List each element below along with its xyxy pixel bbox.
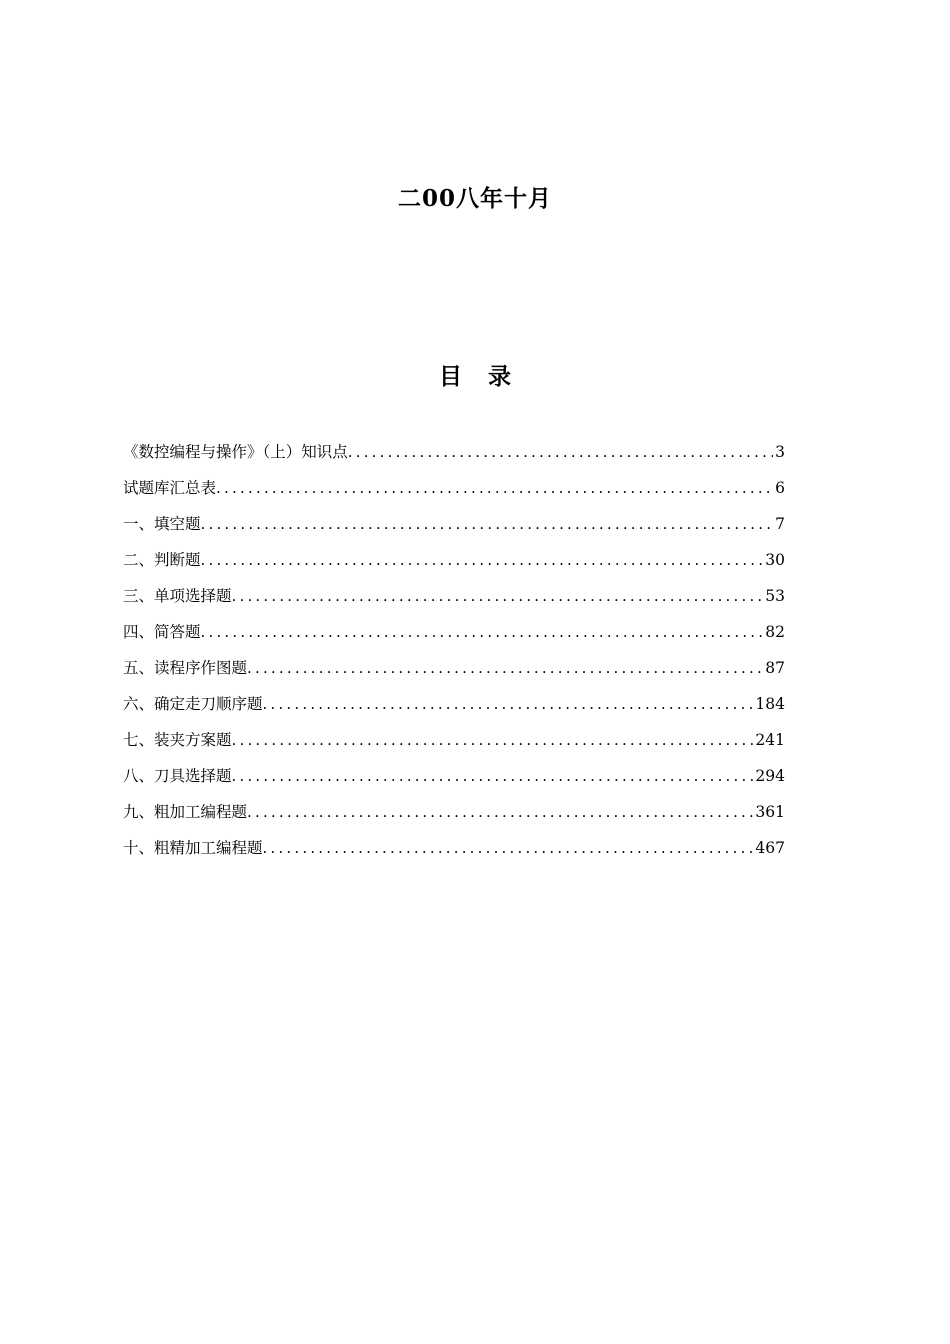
toc-title-char-1: 目	[439, 363, 462, 390]
toc-entry-label: 一、填空题	[123, 515, 201, 533]
toc-entry-page: 241	[755, 731, 785, 749]
toc-entry[interactable]	[123, 762, 785, 798]
toc-title	[0, 358, 950, 391]
toc-entry-label: 《数控编程与操作》（上）知识点	[123, 443, 348, 461]
toc-dot-leader	[232, 582, 764, 610]
toc-dot-leader	[247, 654, 763, 682]
toc-entry[interactable]	[123, 690, 785, 726]
toc-entry-label: 二、判断题	[123, 551, 201, 569]
toc-entry[interactable]	[123, 798, 785, 834]
toc-entry-page: 6	[775, 479, 785, 497]
toc-entry-page: 184	[755, 695, 785, 713]
toc-entry-label: 九、粗加工编程题	[123, 803, 248, 821]
toc-dot-leader	[232, 762, 754, 790]
toc-entry-label: 试题库汇总表	[123, 479, 217, 497]
toc-entry-page: 53	[765, 587, 785, 605]
table-of-contents	[123, 438, 785, 870]
toc-dot-leader	[216, 474, 773, 502]
toc-dot-leader	[201, 618, 764, 646]
toc-title-char-2: 录	[488, 363, 511, 390]
toc-entry[interactable]	[123, 510, 785, 546]
toc-entry-label: 八、刀具选择题	[123, 767, 232, 785]
toc-entry-page: 82	[765, 623, 785, 641]
toc-entry-page: 467	[755, 839, 785, 857]
toc-dot-leader	[263, 834, 754, 862]
toc-dot-leader	[263, 690, 754, 718]
toc-entry-page: 361	[755, 803, 785, 821]
toc-entry[interactable]	[123, 546, 785, 582]
toc-entry[interactable]	[123, 834, 785, 870]
toc-entry-label: 四、简答题	[123, 623, 201, 641]
toc-entry-label: 七、装夹方案题	[123, 731, 232, 749]
toc-entry-page: 30	[765, 551, 785, 569]
toc-dot-leader	[232, 726, 754, 754]
toc-dot-leader	[201, 510, 774, 538]
date-heading: 二00八年十月	[397, 185, 552, 212]
toc-entry[interactable]	[123, 438, 785, 474]
toc-entry-page: 3	[775, 443, 785, 461]
toc-entry[interactable]	[123, 726, 785, 762]
toc-entry-page: 87	[765, 659, 785, 677]
toc-entry[interactable]	[123, 582, 785, 618]
toc-entry-label: 十、粗精加工编程题	[123, 839, 263, 857]
toc-entry[interactable]	[123, 654, 785, 690]
toc-entry-page: 294	[755, 767, 785, 785]
toc-entry[interactable]	[123, 474, 785, 510]
toc-entry-page: 7	[775, 515, 785, 533]
toc-entry-label: 五、读程序作图题	[123, 659, 248, 677]
toc-entry-label: 六、确定走刀顺序题	[123, 695, 263, 713]
toc-entry-label: 三、单项选择题	[123, 587, 232, 605]
toc-dot-leader	[348, 438, 773, 466]
toc-dot-leader	[247, 798, 753, 826]
toc-dot-leader	[201, 546, 764, 574]
toc-entry[interactable]	[123, 618, 785, 654]
